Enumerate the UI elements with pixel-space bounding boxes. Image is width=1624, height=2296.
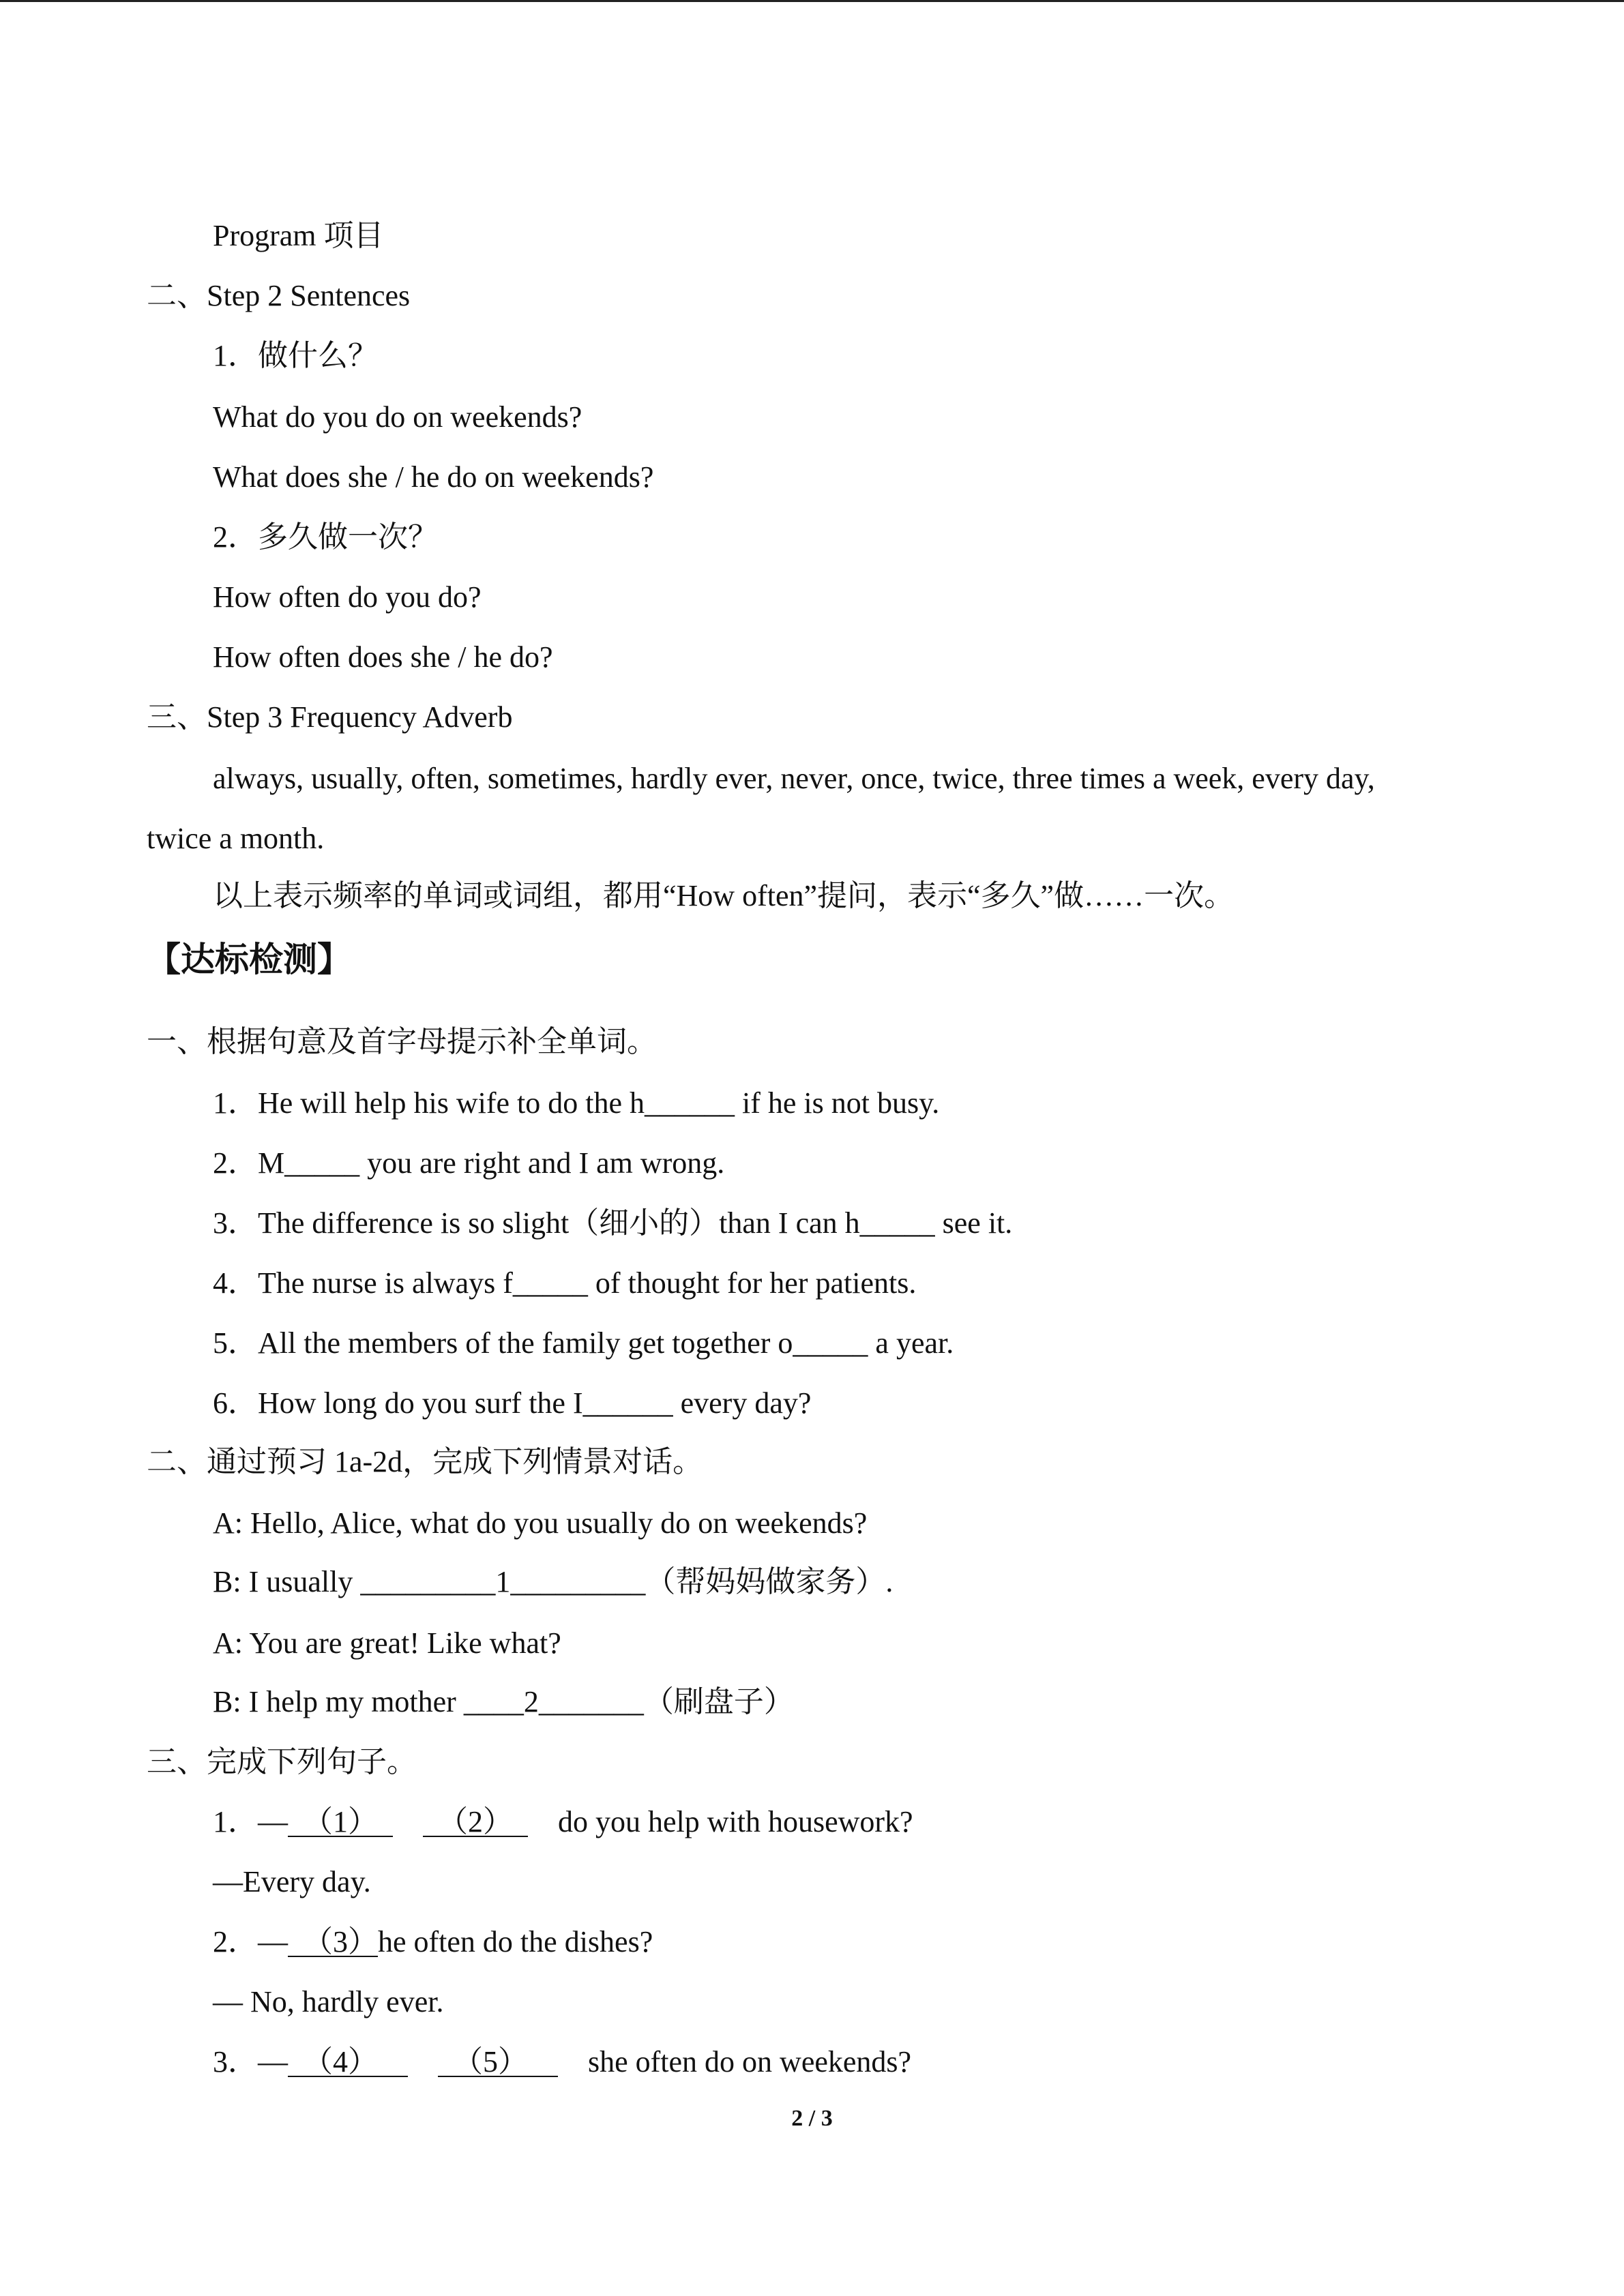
sec1-item-3: 3．The difference is so slight（细小的）than I can h_____ see it.	[213, 1206, 1013, 1240]
sec1-item-1: 1．He will help his wife to do the h______ if he is not busy.	[213, 1086, 940, 1120]
blank-1: （1）	[303, 1805, 378, 1838]
test-heading: 【达标检测】	[147, 940, 351, 979]
sec3-q2-suffix: he often do the dishes?	[378, 1925, 653, 1958]
sec3-a2: — No, hardly ever.	[213, 1985, 444, 2018]
sec1-item-5: 5．All the members of the family get together o_____ a year.	[213, 1326, 954, 1360]
sec1-item-6: 6．How long do you surf the I______ every day?	[213, 1386, 812, 1420]
sec3-a1: —Every day.	[213, 1865, 371, 1898]
blank-5: （5）	[453, 2045, 528, 2078]
page-number: 2 / 3	[791, 2106, 833, 2131]
sec3-q3-prefix: 3．—	[213, 2045, 288, 2078]
sec3-q3	[213, 2042, 911, 2083]
sec1-item-4: 4．The nurse is always f_____ of thought for her patients.	[213, 1266, 917, 1300]
sec1-item-2: 2．M_____ you are right and I am wrong.	[213, 1146, 725, 1180]
q1-label: 1．做什么？	[213, 339, 378, 372]
adverbs-line-1: always, usually, often, sometimes, hardly ever, never, once, twice, three times a week, every day,	[213, 762, 1375, 795]
sec2-line-2: B: I usually _________1_________（帮妈妈做家务）.	[213, 1565, 894, 1598]
step2-title: 二、Step 2 Sentences	[147, 279, 411, 312]
step3-title: 三、Step 3 Frequency Adverb	[147, 700, 513, 734]
blank-2: （2）	[438, 1805, 513, 1838]
sec1-title: 一、根据句意及首字母提示补全单词。	[147, 1025, 657, 1058]
adverbs-line-2: twice a month.	[147, 822, 325, 855]
blank-3: （3）	[303, 1925, 378, 1958]
blank-4: （4）	[303, 2045, 378, 2078]
sec3-q1-suffix: do you help with housework?	[558, 1805, 913, 1838]
program-line: Program 项目	[213, 219, 384, 252]
sec2-line-3: A: You are great! Like what?	[213, 1626, 561, 1660]
sec2-line-4: B: I help my mother ____2_______（刷盘子）	[213, 1685, 794, 1718]
q2-label: 2．多久做一次？	[213, 520, 438, 554]
page-top-border	[0, 0, 1624, 2]
adverbs-note: 以上表示频率的单词或词组，都用“How often”提问，表示“多久”做……一次。	[213, 879, 1235, 912]
sec3-q3-suffix: she often do on weekends?	[588, 2045, 912, 2078]
sec3-q2-prefix: 2．—	[213, 1925, 288, 1958]
sec3-q1-prefix: 1．—	[213, 1805, 288, 1838]
q1-sentence-2: What does she / he do on weekends?	[213, 460, 654, 494]
sec2-line-1: A: Hello, Alice, what do you usually do on weekends?	[213, 1506, 868, 1540]
q1-sentence-1: What do you do on weekends?	[213, 400, 582, 434]
q2-sentence-1: How often do you do?	[213, 580, 482, 614]
sec3-q1	[213, 1802, 913, 1843]
sec3-title: 三、完成下列句子。	[147, 1745, 417, 1778]
sec2-title: 二、通过预习 1a-2d，完成下列情景对话。	[147, 1445, 703, 1478]
sec3-q2	[213, 1922, 653, 1963]
q2-sentence-2: How often does she / he do?	[213, 640, 553, 674]
